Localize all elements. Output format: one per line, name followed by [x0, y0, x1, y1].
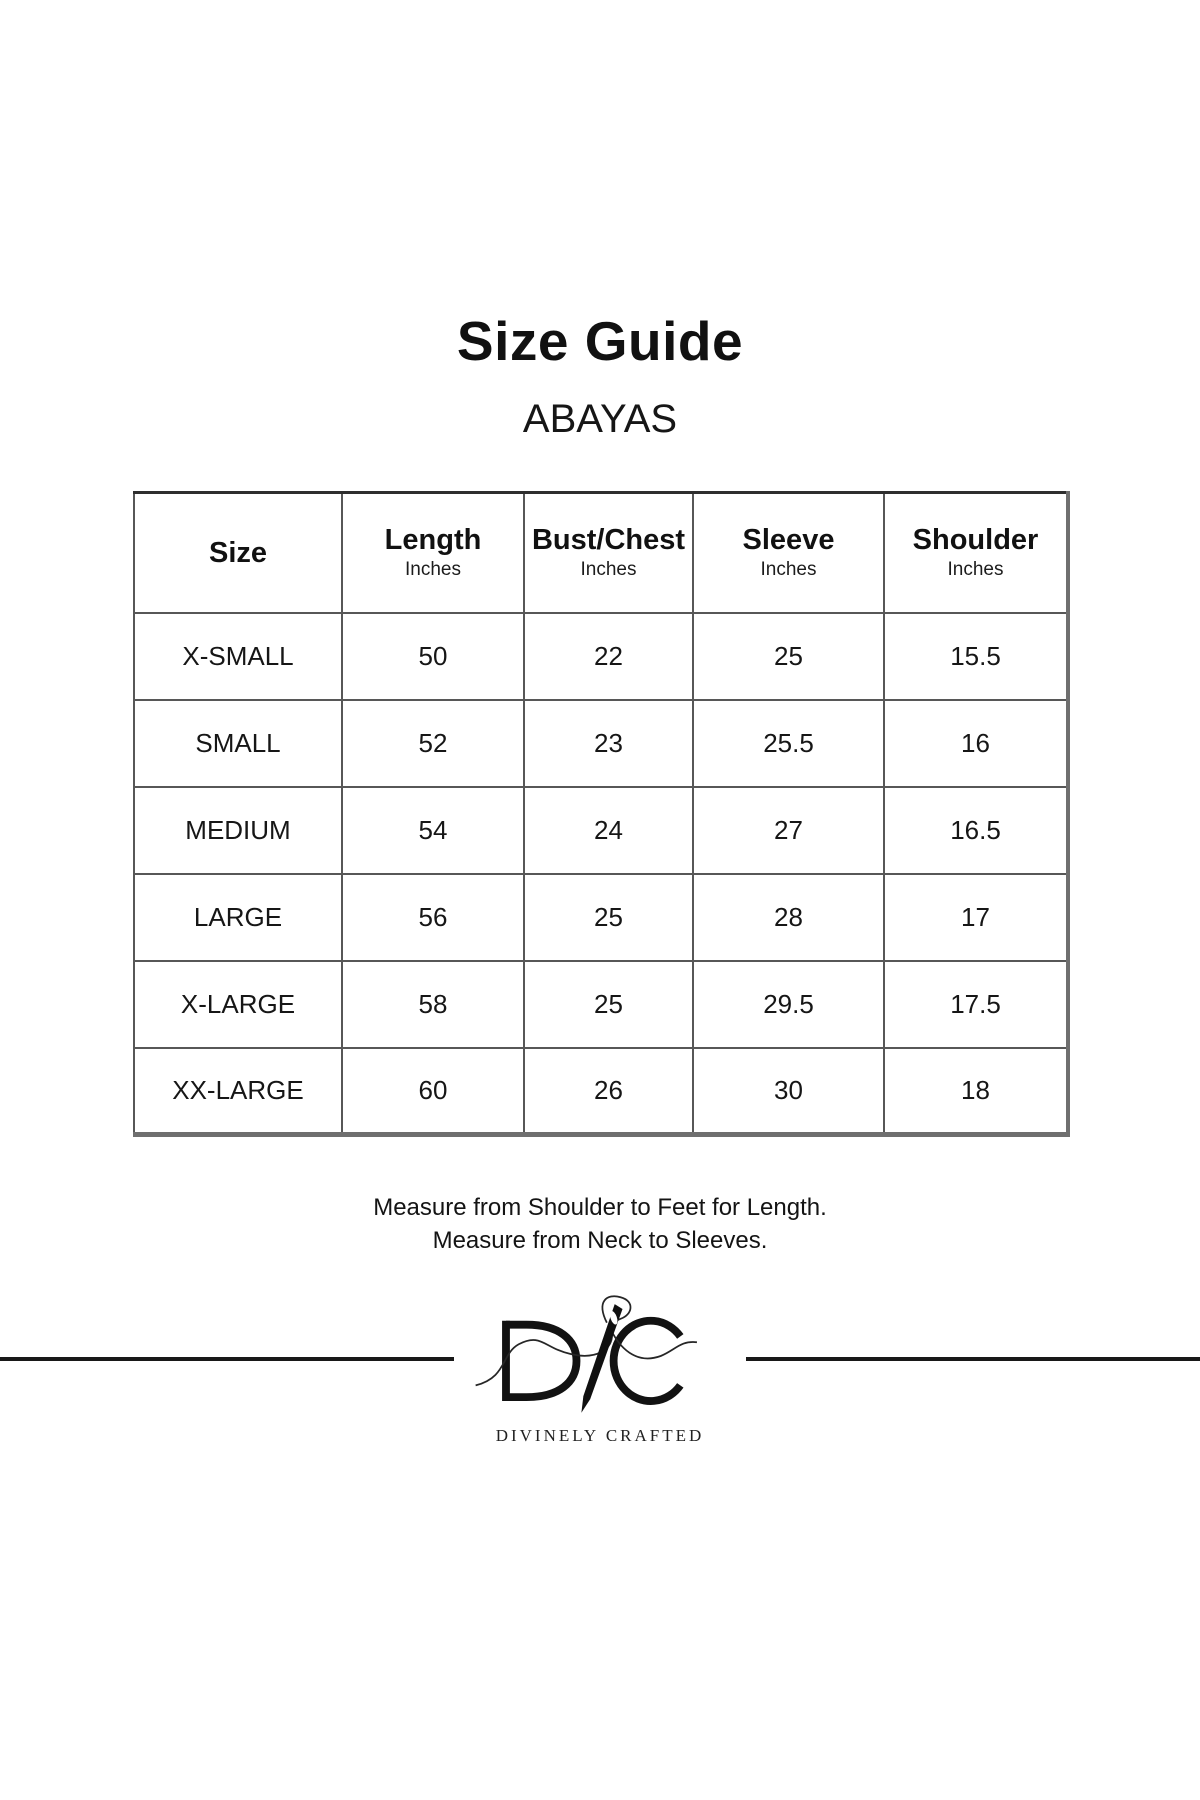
col-unit-length: Inches: [405, 558, 461, 580]
cell-size: X-LARGE: [134, 961, 342, 1048]
measurement-notes: [0, 1191, 1200, 1257]
cell-length: 60: [342, 1048, 524, 1135]
page-subtitle: ABAYAS: [522, 397, 678, 441]
size-table: [133, 491, 1070, 1137]
col-unit-bust-chest: Inches: [580, 558, 637, 580]
cell-sleeve: 30: [693, 1048, 884, 1135]
table-row-xlarge: [134, 961, 1068, 1048]
cell-shoulder: 17.5: [884, 961, 1068, 1048]
cell-shoulder: 15.5: [884, 613, 1068, 700]
cell-bust-chest: 23: [524, 700, 693, 787]
cell-size: SMALL: [134, 700, 342, 787]
col-header-sleeve: [693, 493, 884, 613]
page-title: Size Guide: [456, 310, 744, 372]
table-row-xxlarge: [134, 1048, 1068, 1135]
brand-monogram-icon: [458, 1290, 742, 1422]
table-row-xsmall: [134, 613, 1068, 700]
col-unit-shoulder: Inches: [947, 558, 1004, 580]
cell-length: 56: [342, 874, 524, 961]
col-label-bust-chest: Bust/Chest: [531, 523, 686, 556]
cell-bust-chest: 24: [524, 787, 693, 874]
note-line-1: Measure from Shoulder to Feet for Length.: [373, 1194, 827, 1221]
cell-bust-chest: 25: [524, 874, 693, 961]
cell-length: 58: [342, 961, 524, 1048]
cell-length: 54: [342, 787, 524, 874]
brand-logo: [454, 1290, 746, 1446]
col-header-shoulder: [884, 493, 1068, 613]
cell-shoulder: 16: [884, 700, 1068, 787]
cell-shoulder: 16.5: [884, 787, 1068, 874]
col-header-size: [134, 493, 342, 613]
table-row-small: [134, 700, 1068, 787]
cell-sleeve: 29.5: [693, 961, 884, 1048]
col-label-shoulder: Shoulder: [912, 523, 1039, 556]
col-label-sleeve: Sleeve: [742, 523, 835, 556]
cell-length: 50: [342, 613, 524, 700]
table-row-medium: [134, 787, 1068, 874]
cell-size: XX-LARGE: [134, 1048, 342, 1135]
cell-sleeve: 25: [693, 613, 884, 700]
table-header-row: [134, 493, 1068, 613]
col-label-length: Length: [384, 523, 482, 556]
cell-length: 52: [342, 700, 524, 787]
brand-name: DIVINELY CRAFTED: [495, 1426, 705, 1445]
col-label-size: Size: [208, 536, 268, 569]
cell-sleeve: 27: [693, 787, 884, 874]
col-header-bust-chest: [524, 493, 693, 613]
col-unit-sleeve: Inches: [760, 558, 817, 580]
cell-sleeve: 25.5: [693, 700, 884, 787]
table-row-large: [134, 874, 1068, 961]
cell-size: X-SMALL: [134, 613, 342, 700]
cell-size: MEDIUM: [134, 787, 342, 874]
cell-bust-chest: 26: [524, 1048, 693, 1135]
cell-shoulder: 17: [884, 874, 1068, 961]
note-line-2: Measure from Neck to Sleeves.: [432, 1227, 768, 1254]
cell-bust-chest: 25: [524, 961, 693, 1048]
col-header-length: [342, 493, 524, 613]
cell-shoulder: 18: [884, 1048, 1068, 1135]
cell-bust-chest: 22: [524, 613, 693, 700]
cell-size: LARGE: [134, 874, 342, 961]
cell-sleeve: 28: [693, 874, 884, 961]
